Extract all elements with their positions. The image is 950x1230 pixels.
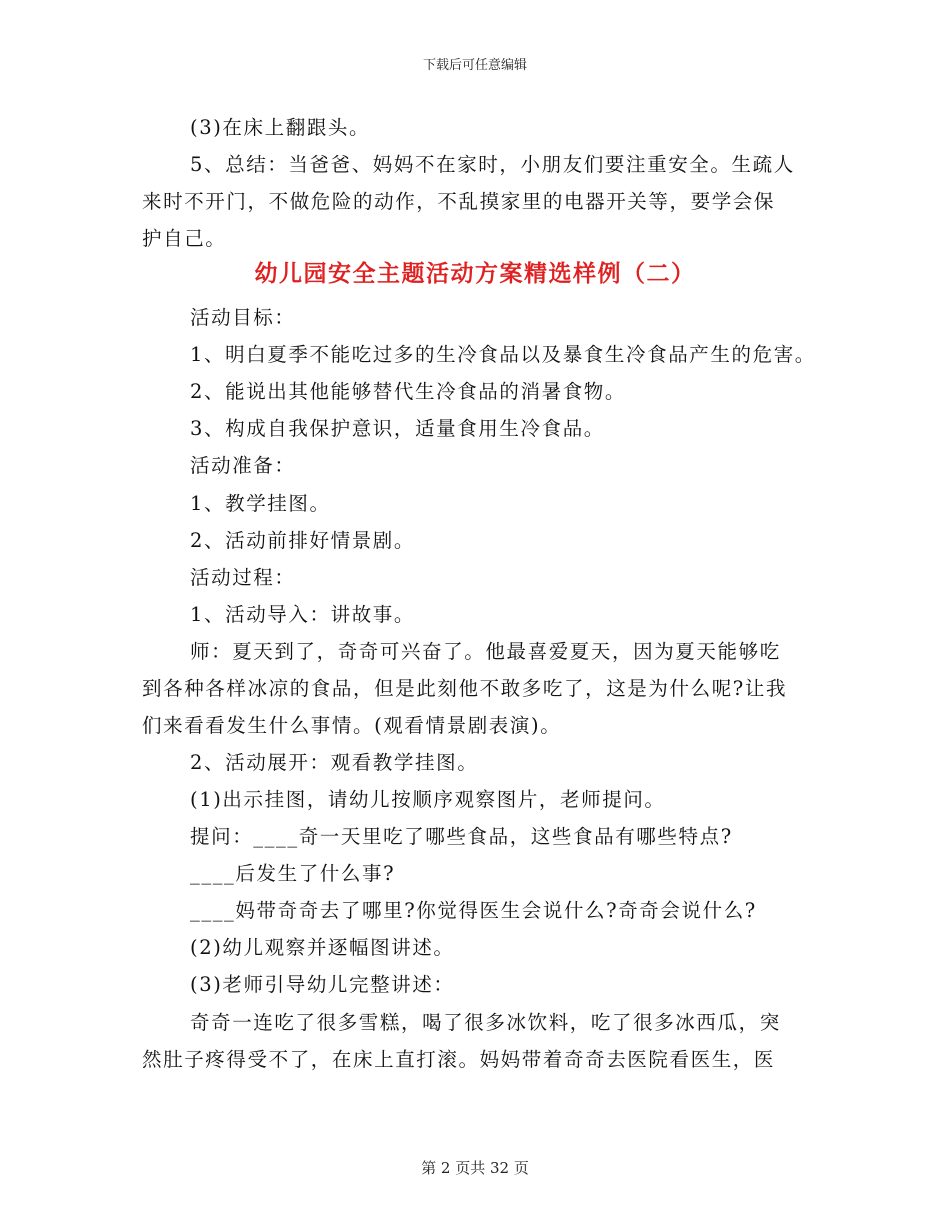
text-line: 提问：____奇一天里吃了哪些食品，这些食品有哪些特点? bbox=[190, 825, 733, 848]
text-line: 然肚子疼得受不了，在床上直打滚。妈妈带着奇奇去医院看医生，医 bbox=[142, 1048, 776, 1071]
text-line: 1、教学挂图。 bbox=[190, 492, 331, 515]
text-line: ____妈带奇奇去了哪里?你觉得医生会说什么?奇奇会说什么? bbox=[190, 899, 757, 922]
text-line: 活动目标： bbox=[190, 306, 296, 329]
text-line: (2)幼儿观察并逐幅图讲述。 bbox=[190, 936, 455, 959]
section-title: 幼儿园安全主题活动方案精选样例（二） bbox=[254, 260, 696, 287]
text-line: 活动准备： bbox=[190, 454, 296, 477]
page-footer: 第 2 页共 32 页 bbox=[421, 1159, 529, 1177]
text-line: 到各种各样冰凉的食品，但是此刻他不敢多吃了，这是为什么呢?让我 bbox=[142, 677, 788, 700]
text-line: (1)出示挂图，请幼儿按顺序观察图片，老师提问。 bbox=[190, 788, 666, 811]
text-line: 2、能说出其他能够替代生冷食品的消暑食物。 bbox=[190, 380, 627, 403]
text-line: 2、活动展开：观看教学挂图。 bbox=[190, 751, 479, 774]
text-line: (3)老师引导幼儿完整讲述： bbox=[190, 973, 455, 996]
text-line: 师：夏天到了，奇奇可兴奋了。他最喜爱夏天，因为夏天能够吃 bbox=[190, 640, 781, 663]
text-line: 1、活动导入：讲故事。 bbox=[190, 603, 416, 626]
text-line: 护自己。 bbox=[142, 227, 227, 250]
text-line: 奇奇一连吃了很多雪糕，喝了很多冰饮料，吃了很多冰西瓜，突 bbox=[190, 1011, 781, 1034]
text-line: 1、明白夏季不能吃过多的生冷食品以及暴食生冷食品产生的危害。 bbox=[190, 343, 816, 366]
text-line: 2、活动前排好情景剧。 bbox=[190, 529, 416, 552]
text-line: 来时不开门，不做危险的动作，不乱摸家里的电器开关等，要学会保 bbox=[142, 190, 776, 213]
page-header: 下载后可任意编辑 bbox=[422, 58, 527, 73]
text-line: ____后发生了什么事? bbox=[190, 862, 396, 885]
text-line: 们来看看发生什么事情。(观看情景剧表演)。 bbox=[142, 714, 562, 737]
text-line: 3、构成自我保护意识，适量食用生冷食品。 bbox=[190, 417, 605, 440]
text-line: (3)在床上翻跟头。 bbox=[190, 116, 371, 139]
text-line: 活动过程： bbox=[190, 566, 296, 589]
text-line: 5、总结：当爸爸、妈妈不在家时，小朋友们要注重安全。生疏人 bbox=[190, 153, 795, 176]
